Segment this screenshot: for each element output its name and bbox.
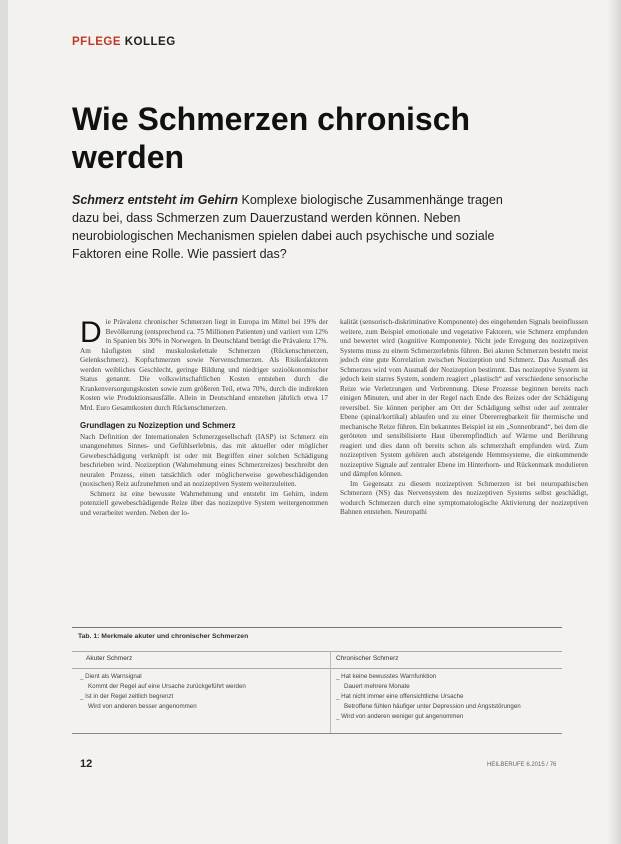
- table-list-item: Wird von anderen besser angenommen: [88, 703, 197, 710]
- paragraph: Schmerz ist eine bewusste Wahrnehmung und entsteht im Gehirn, indem potenziell gewebeschädigende Reize über das nozizeptive System weitergenommen und verarbeitet werden. Neben der lo-: [80, 489, 328, 517]
- table-divider: [72, 668, 562, 669]
- kicker-red: PFLEGE: [72, 36, 122, 48]
- lead-text: Komplexe biologische Zusammenhänge tragen dazu bei, dass Schmerzen zum Dauerzustand werden können. Neben neurobiologischen Mechanismen spielen dabei auch psychische und soziale Faktoren eine Rolle. Wie passiert das?: [72, 193, 503, 261]
- table-list-item: Betroffene fühlen häufiger unter Depression und Angststörungen: [344, 703, 521, 710]
- journal-footer: HEILBERUFE 6.2015 / 76: [487, 762, 557, 768]
- page-number: 12: [80, 758, 93, 770]
- section-kicker: [72, 36, 176, 48]
- table-list-item: _ Ist in der Regel zeitlich begrenzt: [80, 692, 320, 702]
- article-lead: [72, 191, 512, 263]
- table-list-item: _ Hat keine bewusstes Warnfunktion: [336, 672, 576, 682]
- table-list-item: Kommt der Regel auf eine Ursache zurückgeführt werden: [88, 683, 246, 690]
- paragraph-text: ie Prävalenz chronischer Schmerzen liegt in Europa im Mittel bei 19% der Bevölkerung (entsprechend ca. 75 Millionen Patienten) und variiert von 12% in Spanien bis 30% in Norwegen. In Deutschland beträgt die Prävalenz 17%. Am häufigsten sind muskuloskelettale Schmerzen (Rückenschmerzen, Gelenkschmerz). Kopfschmerzen sowie Nervenschmerzen. Als Risikofaktoren werden weibliches Geschlecht, geringe Bildung und niedriger sozioökonomischer Status genannt. Die volkswirtschaftlichen Kosten entstehen durch die Krankenversorgungskosten sowie zum größeren Teil, etwa 70%, durch die indirekten Kosten wie Produktionsausfälle. Allein in Deutschland entstehen jährlich etwa 17 Mrd. Euro Gesamtkosten durch Rückenschmerzen.: [80, 318, 328, 412]
- table-list-item: _ Hat nicht immer eine offensichtliche Ursache: [336, 692, 576, 702]
- paragraph: kalität (sensorisch-diskriminative Komponente) des eingehenden Signals beeinflussen weitere, zum Beispiel emotionale und vegetative Faktoren, wie Schmerz empfunden und bewertet wird (kognitive Komponente). Nicht jede Erregung des nozizeptiven Systems muss zu einem Schmerzerlebnis führen. Bei akuten Schmerzen besteht meist jedoch eine gute Korrelation zwischen Nozizeption und Schmerz. Das Ausmaß des Schmerzes wird vom Ausmaß der Nozizeption bestimmt. Das nozizeptive System ist jedoch kein starres System, sondern reagiert „plastisch“ auf verschiedene sensorische Reize wie Verletzungen und Verbrennung. Diese Prozesse beginnen bereits nach einigen Minuten, und aber in der Regel nach Ende des Reizes oder der Schädigung reversibel. Sie können peripher am Ort der Schädigung selbst oder auf zentraler Ebene (spinal/kortikal) ablaufen und zu einer Übererregbarkeit für thermische und mechanische Reize führen. Ein bekanntes Beispiel ist ein „Sonnenbrand“, bei dem die geröteten und sensibilisierte Haut überempfindlich auf Wärme und Berührung reagiert und dies dann oft bereits schon als schmerzhaft empfunden wird. Zum nozizeptiven System gehören auch absteigende Hemmsysteme, die einkommende nozizeptive Signale auf zentraler Ebene im Hinterhorn- und Rückenmark modulieren und dämpfen können.: [340, 318, 588, 478]
- lead-emphasis: Schmerz entsteht im Gehirn: [72, 193, 239, 207]
- page-edge-shadow: [607, 0, 621, 844]
- table-top-rule: [72, 627, 562, 628]
- table-column-acute: [80, 672, 320, 712]
- paragraph: Im Gegensatz zu diesem nozizeptiven Schmerzen ist bei neuropathischen Schmerzen (NS) das Nervensystem des nozizeptiven Systems selbst geschädigt, wodurch Schmerzen durch eine symptomatologische Aktivierung der nozizeptiven Bahnen entstehen. Neuropathi: [340, 479, 588, 516]
- paragraph: Nach Definition der Internationalen Schmerzgesellschaft (IASP) ist Schmerz ein unangenehmes Sinnes- und Gefühlserlebnis, das mit aktueller oder möglicher Gewebeschädigung verknüpft ist oder mit Begriffen einer solchen Schädigung beschrieben wird. Nozizeption (Wahrnehmung eines Schmerzreizes) beschreibt den neuralen Prozess, einen tatsächlich oder möglicherweise gewebeschädigenden (noxischen) Reiz aufzunehmen und an nozizeptiven System weiterzuleiten.: [80, 432, 328, 488]
- table-caption: Tab. 1: Merkmale akuter und chronischer Schmerzen: [78, 633, 249, 640]
- text-column-right: [340, 318, 588, 518]
- table-column-separator: [330, 651, 331, 733]
- table-header-acute: Akuter Schmerz: [86, 655, 133, 662]
- article-title: Wie Schmerzen chronisch werden: [72, 101, 471, 175]
- table-list-item: Dauert mehrere Monate: [344, 683, 410, 690]
- paragraph: [80, 318, 328, 413]
- table-divider: [72, 651, 562, 652]
- table-column-chronic: [336, 672, 576, 722]
- text-column-left: [80, 318, 328, 518]
- table-bottom-rule: [72, 733, 562, 734]
- section-subheading: Grundlagen zu Nozizeption und Schmerz: [80, 421, 236, 430]
- drop-cap: D: [80, 316, 102, 349]
- table-header-chronic: Chronischer Schmerz: [336, 655, 399, 662]
- kicker-dark: KOLLEG: [124, 36, 176, 48]
- table-list-item: _ Wird von anderen weniger gut angenommen: [336, 712, 576, 722]
- table-list-item: _ Dient als Warnsignal: [80, 672, 320, 682]
